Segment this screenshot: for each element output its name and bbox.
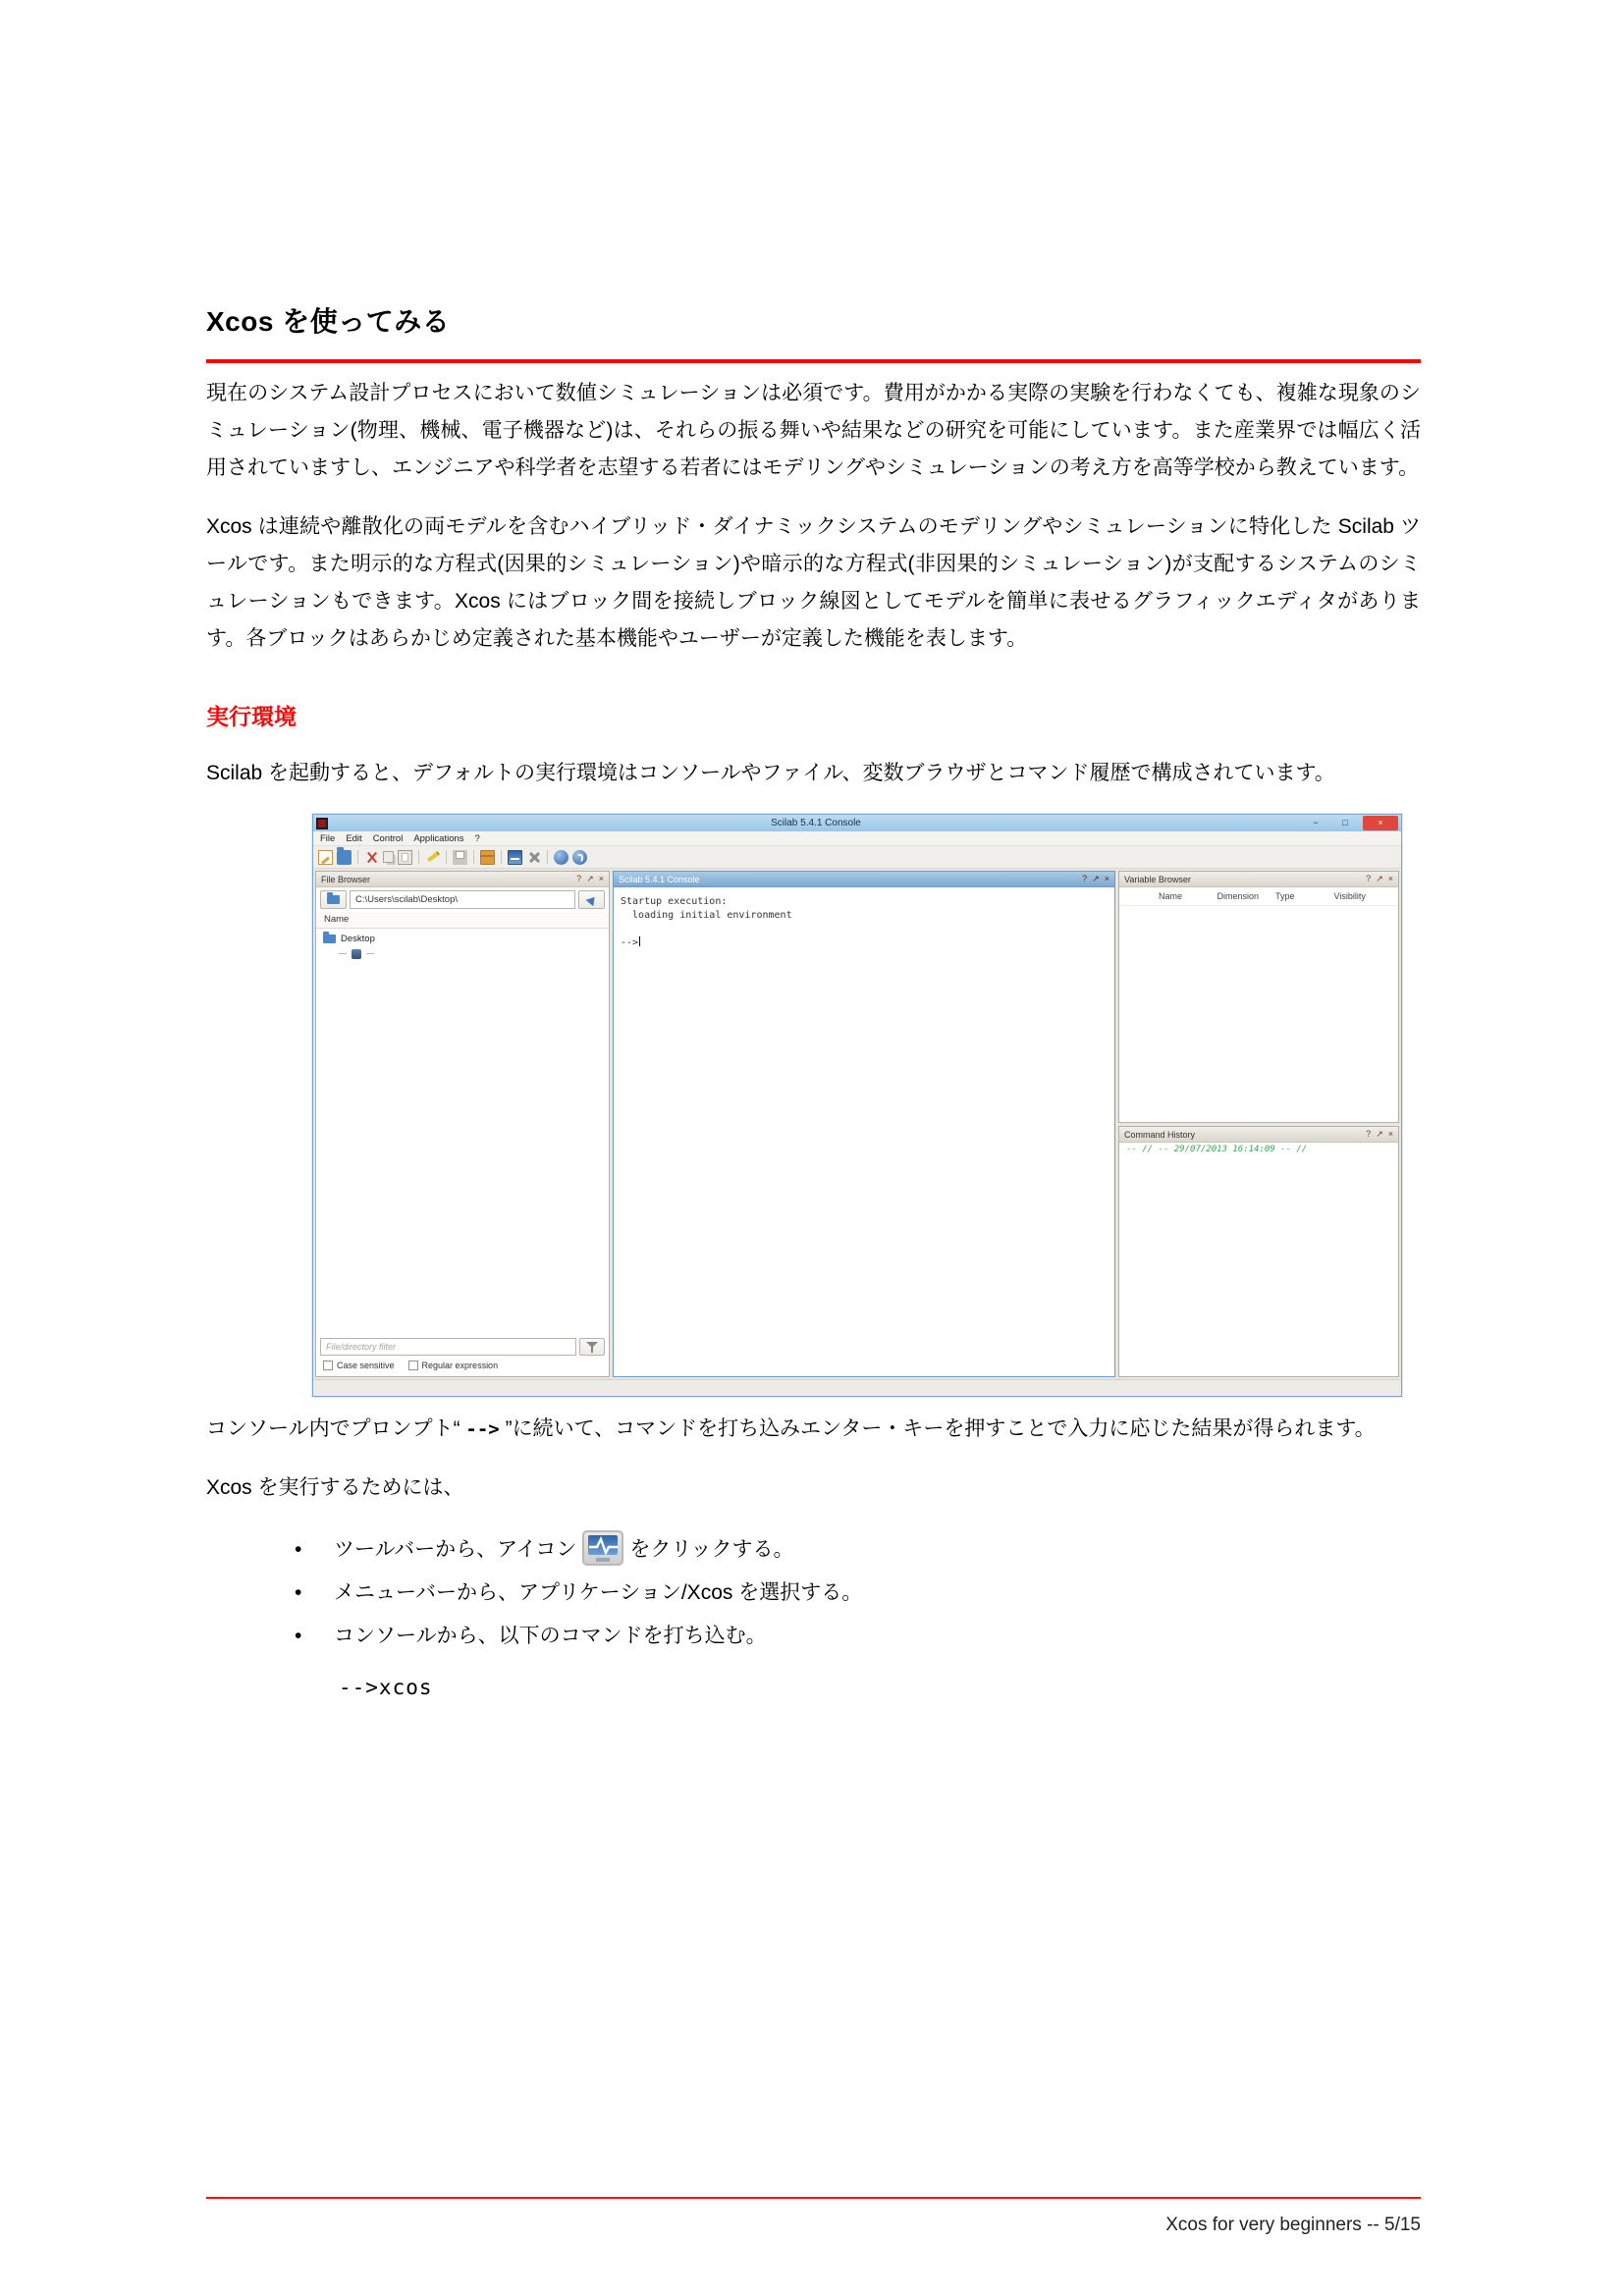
filter-funnel-icon[interactable] [579, 1338, 605, 1356]
column-header-name[interactable]: Name [316, 912, 609, 929]
window-titlebar[interactable] [313, 815, 1401, 831]
step-toolbar-pre: ツールバーから、アイコン [334, 1538, 577, 1561]
step-menubar: • メニューバーから、アプリケーション/Xcos を選択する。 [295, 1572, 1421, 1615]
toolbar-separator [418, 850, 419, 864]
menu-edit[interactable]: Edit [346, 832, 362, 844]
go-arrow-icon [585, 893, 598, 906]
menu-file[interactable]: File [320, 832, 336, 844]
document-page [206, 300, 1421, 1699]
console-line: loading initial environment [621, 910, 792, 921]
paragraph-intro: 現在のシステム設計プロセスにおいて数値シミュレーションは必須です。費用がかかる実際の実験を行わなくても、複雑な現象のシミュレーション(物理、機械、電子機器など)は、それらの振る舞いや結果などの研究を可能にしています。また産業界では幅広く活用されていますし、エンジニアや科学者を志望する若者にはモデリングやシミュレーションの考え方を高等学校から教えています。 [206, 382, 1421, 479]
step-console: • コンソールから、以下のコマンドを打ち込む。 [295, 1615, 1421, 1658]
scilab-app-icon [316, 818, 328, 829]
panel-close-icon[interactable]: × [598, 874, 604, 883]
section-heading-runtime: 実行環境 [206, 704, 297, 729]
command-history-body[interactable] [1119, 1143, 1398, 1376]
status-bar [313, 1379, 1401, 1396]
folder-icon [323, 934, 336, 943]
change-look-icon[interactable] [425, 850, 440, 865]
right-dock-column [1118, 871, 1399, 1377]
column-header-type[interactable]: Type [1275, 891, 1295, 901]
open-file-icon[interactable] [337, 850, 352, 865]
xcos-icon [582, 1530, 623, 1566]
regular-expression-option[interactable] [408, 1361, 499, 1370]
scilab-window [312, 814, 1402, 1397]
paragraph-prompt [206, 1411, 1421, 1448]
tree-item-shortcut[interactable] [323, 946, 602, 961]
prompt-arrow: --> [465, 1418, 500, 1440]
command-history-header[interactable] [1119, 1127, 1398, 1143]
column-header-dimension[interactable]: Dimension [1217, 891, 1260, 901]
checkbox[interactable] [323, 1361, 333, 1370]
folder-button[interactable] [320, 890, 347, 909]
column-header-visibility[interactable]: Visibility [1333, 891, 1366, 901]
file-icon [352, 949, 361, 959]
dock-area [313, 869, 1401, 1379]
variable-browser-panel [1118, 871, 1399, 1123]
paragraph-run-xcos: Xcos を実行するためには、 [206, 1476, 464, 1499]
demos-icon[interactable] [554, 850, 568, 865]
toolbar-separator [473, 850, 474, 864]
panel-help-icon[interactable]: ? [576, 874, 582, 883]
menu-help[interactable]: ? [474, 832, 480, 844]
console-panel [613, 871, 1115, 1377]
steps-list [295, 1528, 1421, 1658]
file-browser-panel [315, 871, 610, 1377]
step-toolbar-post: をクリックする。 [629, 1538, 794, 1561]
new-file-icon[interactable] [318, 850, 333, 865]
panel-undock-icon[interactable]: ↗ [586, 874, 594, 883]
change-directory-icon[interactable] [480, 850, 495, 865]
filter-input[interactable] [320, 1338, 576, 1356]
code-xcos-command: -->xcos [339, 1676, 433, 1699]
toolbar-separator [446, 850, 447, 864]
paste-icon[interactable] [398, 850, 412, 865]
panel-undock-icon[interactable]: ↗ [1376, 1129, 1383, 1139]
case-sensitive-label: Case sensitive [337, 1361, 395, 1370]
footer-text: Xcos for very beginners -- 5/15 [1165, 2215, 1421, 2235]
panel-help-icon[interactable]: ? [1082, 874, 1088, 883]
checkbox[interactable] [408, 1361, 418, 1370]
toolbar-separator [357, 850, 358, 864]
tool-bar [313, 846, 1401, 869]
close-button[interactable]: × [1363, 816, 1398, 830]
variable-browser-header[interactable] [1119, 872, 1398, 887]
print-icon[interactable] [453, 850, 467, 865]
path-value: C:\Users\scilab\Desktop\ [355, 894, 459, 905]
command-history-title: Command History [1124, 1129, 1196, 1140]
variable-browser-columns [1119, 887, 1398, 906]
file-browser-header[interactable] [316, 872, 609, 887]
menu-control[interactable]: Control [372, 832, 404, 844]
panel-undock-icon[interactable]: ↗ [1092, 874, 1100, 883]
console-line: Startup execution: [621, 896, 728, 907]
tree-item-desktop[interactable] [323, 932, 602, 946]
page-title: Xcos を使ってみる [206, 306, 451, 337]
paragraph-scilab-startup: Scilab を起動すると、デフォルトの実行環境はコンソールやファイル、変数ブラウザとコマンド履歴で構成されています。 [206, 762, 1335, 784]
case-sensitive-option[interactable] [323, 1361, 395, 1370]
panel-close-icon[interactable]: × [1387, 874, 1393, 883]
prompt-text-post: ”に続いて、コマンドを打ち込みエンター・キーを押すことで入力に応じた結果が得られます。 [499, 1417, 1376, 1440]
regular-expression-label: Regular expression [421, 1361, 499, 1370]
cut-icon[interactable] [364, 850, 379, 865]
panel-undock-icon[interactable]: ↗ [1376, 874, 1383, 883]
menu-bar [313, 831, 1401, 846]
help-icon[interactable] [572, 850, 587, 865]
menu-applications[interactable]: Applications [413, 832, 464, 844]
minimize-button[interactable]: − [1313, 818, 1319, 828]
panel-help-icon[interactable]: ? [1366, 1129, 1372, 1139]
console-output[interactable] [614, 887, 1114, 1376]
variable-browser-body [1119, 906, 1398, 1122]
tree-connector [339, 953, 347, 954]
command-history-panel [1118, 1126, 1399, 1377]
path-combobox[interactable] [350, 890, 575, 909]
console-prompt: --> [621, 937, 639, 948]
window-title: Scilab 5.4.1 Console [771, 818, 861, 828]
file-tree [316, 929, 609, 1335]
prompt-text-pre: コンソール内でプロンプト“ [206, 1417, 466, 1440]
maximize-button[interactable]: □ [1342, 818, 1348, 828]
column-header-name[interactable]: Name [1159, 891, 1183, 901]
xcos-launch-icon[interactable] [508, 850, 522, 865]
panel-close-icon[interactable]: × [1104, 874, 1109, 883]
copy-icon[interactable] [383, 851, 394, 863]
toolbar-separator [547, 850, 548, 864]
panel-close-icon[interactable]: × [1387, 1129, 1393, 1139]
step-toolbar [295, 1528, 1421, 1572]
paragraph-xcos-description: Xcos は連続や離散化の両モデルを含むハイブリッド・ダイナミックシステムのモデリングやシミュレーションに特化した Scilab ツールです。また明示的な方程式(因果的シミュレーション)や暗示的な方程式(非因果的シミュレーション)が支配するシステムのシミュレーションもできます。Xcos にはブロック間を接続しブロック線図としてモデルを簡単に表せるグラフィックエディタがあります。各ブロックはあらかじめ定義された基本機能やユーザーが定義した機能を表します。 [206, 515, 1421, 650]
console-title: Scilab 5.4.1 Console [619, 874, 700, 884]
text-cursor [639, 936, 640, 946]
panel-help-icon[interactable]: ? [1366, 874, 1372, 883]
go-to-directory-button[interactable] [578, 890, 605, 909]
folder-icon [327, 895, 340, 904]
toolbar-separator [501, 850, 502, 864]
tree-item-label: Desktop [341, 934, 375, 944]
file-browser-title: File Browser [321, 874, 371, 884]
history-session-entry[interactable]: -- // -- 29/07/2013 16:14:09 -- // [1126, 1145, 1308, 1154]
variable-browser-title: Variable Browser [1124, 874, 1191, 884]
title-rule [206, 359, 1421, 363]
page-footer [206, 2197, 1421, 2236]
console-header[interactable] [614, 872, 1114, 887]
preferences-icon[interactable] [526, 850, 541, 865]
tree-connector [366, 953, 374, 954]
